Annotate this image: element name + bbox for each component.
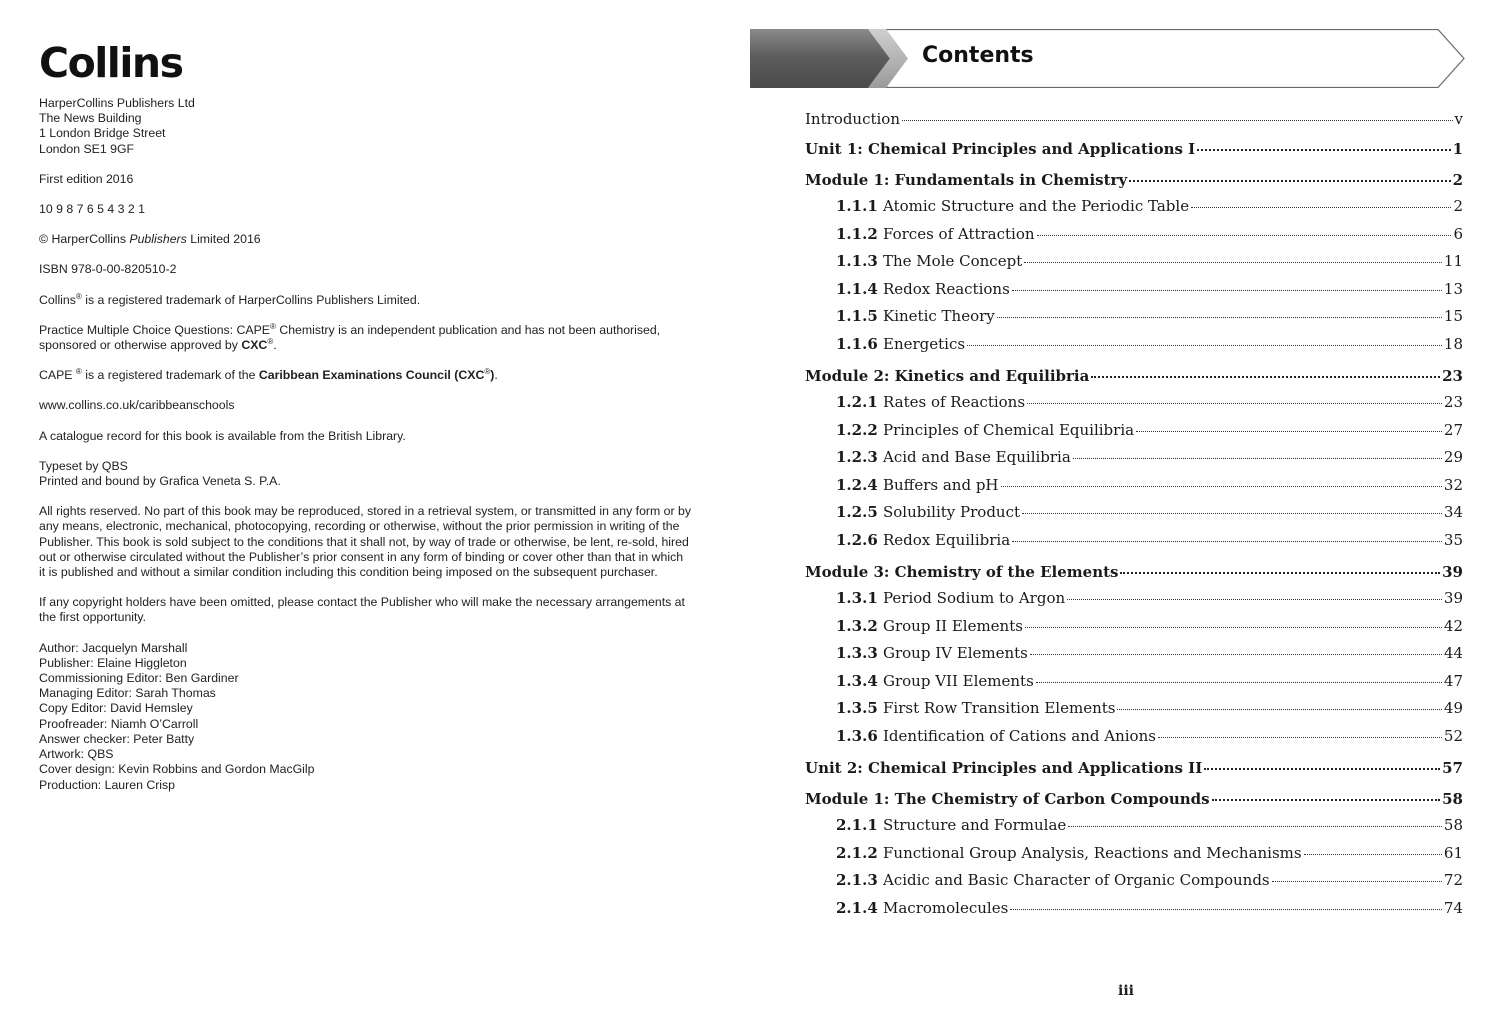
toc-section-entry bbox=[805, 421, 1463, 449]
trademark-bold: Caribbean Examinations Council (CXC bbox=[258, 368, 485, 383]
notice-text: Practice Multiple Choice Questions: CAPE bbox=[39, 322, 271, 337]
toc-dot-leader bbox=[1091, 376, 1440, 378]
toc-page-number: 13 bbox=[1443, 279, 1463, 298]
toc-entry-label: Unit 2: Chemical Principles and Applications II bbox=[805, 759, 1203, 777]
copyright-text: © HarperCollins bbox=[39, 232, 130, 247]
toc-entry-label: Kinetic Theory bbox=[883, 307, 995, 325]
cxc-notice bbox=[39, 323, 699, 353]
toc-dot-leader bbox=[997, 317, 1442, 318]
toc-page-number: 47 bbox=[1443, 671, 1463, 690]
typeset-line: Typeset by QBS bbox=[39, 458, 128, 473]
contents-title: Contents bbox=[922, 43, 1034, 68]
toc-section-entry bbox=[805, 307, 1463, 335]
credit-line: Commissioning Editor: Ben Gardiner bbox=[39, 671, 239, 686]
toc-entry-label: First Row Transition Elements bbox=[883, 699, 1116, 717]
toc-section-number: 1.3.1 bbox=[836, 589, 878, 607]
toc-dot-leader bbox=[1204, 768, 1440, 770]
credit-line: Managing Editor: Sarah Thomas bbox=[39, 686, 216, 701]
credit-line: Copy Editor: David Hemsley bbox=[39, 701, 193, 716]
publisher-address bbox=[39, 96, 699, 157]
toc-dot-leader bbox=[1272, 881, 1442, 882]
trademark-text: CAPE bbox=[39, 368, 76, 383]
toc-section-number: 2.1.2 bbox=[836, 843, 878, 862]
toc-section-entry bbox=[805, 816, 1463, 844]
toc-section-entry bbox=[805, 531, 1463, 559]
credit-line: Proofreader: Niamh O’Carroll bbox=[39, 716, 199, 731]
credit-line: Cover design: Kevin Robbins and Gordon MacGilp bbox=[39, 762, 315, 777]
toc-heading-entry bbox=[805, 362, 1463, 393]
toc-section-number: 1.1.6 bbox=[836, 334, 878, 353]
copyright-italic: Publishers bbox=[129, 232, 187, 247]
notice-text: . bbox=[273, 338, 277, 353]
collins-logo: Collins bbox=[39, 39, 183, 87]
registered-mark: ® bbox=[267, 337, 274, 347]
toc-dot-leader bbox=[1136, 431, 1442, 432]
copyright-text: Limited 2016 bbox=[186, 232, 261, 247]
toc-entry-label: Structure and Formulae bbox=[883, 816, 1067, 834]
toc-entry-label: Principles of Chemical Equilibria bbox=[883, 420, 1135, 439]
toc-dot-leader bbox=[1212, 799, 1441, 801]
copyright-holders-paragraph: If any copyright holders have been omitted, please contact the Publisher who will make the necessary arrangements at the first opportunity. bbox=[39, 595, 685, 625]
toc-section-entry bbox=[805, 844, 1463, 872]
toc-page-number: 1 bbox=[1452, 140, 1463, 158]
toc-dot-leader bbox=[1068, 826, 1442, 827]
toc-dot-leader bbox=[1012, 541, 1442, 542]
toc-dot-leader bbox=[1158, 737, 1442, 738]
toc-dot-leader bbox=[1030, 654, 1442, 655]
credit-line: Artwork: QBS bbox=[39, 747, 114, 762]
toc-page-number: 2 bbox=[1453, 197, 1463, 215]
toc-page-number: 61 bbox=[1443, 843, 1463, 862]
toc-dot-leader bbox=[1001, 486, 1442, 487]
toc-page-number: 23 bbox=[1442, 367, 1463, 385]
toc-dot-leader bbox=[1067, 599, 1442, 600]
toc-section-number: 1.3.4 bbox=[836, 671, 878, 690]
toc-entry-label: Redox Equilibria bbox=[883, 530, 1011, 549]
toc-entry-label: Acid and Base Equilibria bbox=[883, 448, 1071, 466]
toc-page-number: 58 bbox=[1442, 790, 1463, 808]
toc-entry-label: Introduction bbox=[805, 110, 900, 128]
collins-trademark bbox=[39, 293, 699, 308]
toc-dot-leader bbox=[1073, 458, 1442, 459]
toc-section-entry bbox=[805, 503, 1463, 531]
toc-section-entry bbox=[805, 280, 1463, 308]
toc-entry-label: Group VII Elements bbox=[883, 671, 1034, 690]
address-line: 1 London Bridge Street bbox=[39, 126, 166, 141]
toc-entry-label: Group II Elements bbox=[883, 616, 1023, 635]
cape-trademark bbox=[39, 368, 699, 383]
toc-dot-leader bbox=[1024, 262, 1442, 263]
toc-page-number: 39 bbox=[1442, 563, 1463, 581]
credit-line: Author: Jacquelyn Marshall bbox=[39, 640, 188, 655]
toc-heading-entry bbox=[805, 754, 1463, 785]
toc-page-number: 74 bbox=[1443, 898, 1463, 917]
toc-dot-leader bbox=[1304, 854, 1442, 855]
toc-dot-leader bbox=[1191, 207, 1451, 208]
trademark-text: is a registered trademark of the bbox=[81, 368, 259, 383]
toc-page-number: 39 bbox=[1443, 589, 1463, 607]
toc-entry-label: Unit 1: Chemical Principles and Applications I bbox=[805, 140, 1196, 158]
toc-section-entry bbox=[805, 871, 1463, 899]
credit-line: Answer checker: Peter Batty bbox=[39, 731, 195, 746]
toc-page-number: 42 bbox=[1443, 616, 1463, 635]
address-line: London SE1 9GF bbox=[39, 141, 135, 156]
toc-section-entry bbox=[805, 727, 1463, 755]
toc-dot-leader bbox=[1025, 627, 1442, 628]
printer-line: Printed and bound by Grafica Veneta S. P.A. bbox=[39, 474, 281, 489]
toc-section-number: 1.2.5 bbox=[836, 503, 878, 521]
isbn-line: ISBN 978-0-00-820510-2 bbox=[39, 262, 177, 277]
table-of-contents bbox=[805, 107, 1463, 926]
rights-paragraph: All rights reserved. No part of this book may be reproduced, stored in a retrieval system, or transmitted in any form or by any means, electronic, mechanical, photocopying, recording or otherwise, without the prior permission in writing of the Publisher. This book is sold subject to the conditions that it shall not, by way of trade or otherwise, be lent, re-sold, hired out or otherwise circulated without the Publisher’s prior consent in any form of binding or cover other than that in which it is published and without a similar condition including this condition being imposed on the subsequent purchaser. bbox=[39, 504, 692, 580]
toc-page-number: 34 bbox=[1443, 503, 1463, 521]
toc-page-number: 44 bbox=[1443, 644, 1463, 662]
edition-line: First edition 2016 bbox=[39, 171, 134, 186]
toc-section-entry bbox=[805, 252, 1463, 280]
toc-section-number: 1.2.1 bbox=[836, 393, 878, 411]
toc-section-entry bbox=[805, 197, 1463, 225]
toc-page-number: 29 bbox=[1443, 448, 1463, 466]
toc-page-number: 57 bbox=[1442, 759, 1463, 777]
toc-entry-label: Solubility Product bbox=[883, 503, 1021, 521]
contents-banner bbox=[750, 29, 1466, 88]
toc-section-entry bbox=[805, 672, 1463, 700]
toc-page-number: 27 bbox=[1443, 420, 1463, 439]
toc-dot-leader bbox=[1197, 149, 1450, 151]
imprint-page bbox=[39, 38, 699, 808]
toc-dot-leader bbox=[1010, 909, 1442, 910]
website-line: www.collins.co.uk/caribbeanschools bbox=[39, 398, 235, 413]
credit-line: Production: Lauren Crisp bbox=[39, 777, 176, 792]
toc-intro-entry bbox=[805, 107, 1463, 135]
toc-heading-entry bbox=[805, 558, 1463, 589]
typeset-block bbox=[39, 459, 699, 489]
trademark-bold: ) bbox=[490, 368, 495, 383]
toc-section-entry bbox=[805, 335, 1463, 363]
toc-page-number: 11 bbox=[1443, 252, 1463, 270]
toc-entry-label: Module 3: Chemistry of the Elements bbox=[805, 563, 1119, 581]
toc-section-number: 1.3.5 bbox=[836, 699, 878, 717]
credit-line: Publisher: Elaine Higgleton bbox=[39, 655, 187, 670]
toc-entry-label: Forces of Attraction bbox=[883, 224, 1035, 243]
toc-page-number: 35 bbox=[1443, 530, 1463, 549]
page-number: iii bbox=[1118, 983, 1134, 999]
toc-section-entry bbox=[805, 225, 1463, 253]
copyright-line bbox=[39, 232, 699, 247]
toc-entry-label: Identification of Cations and Anions bbox=[883, 726, 1156, 745]
toc-page-number: 49 bbox=[1443, 699, 1463, 717]
registered-mark: ® bbox=[484, 367, 491, 377]
toc-dot-leader bbox=[1036, 682, 1442, 683]
toc-entry-label: Energetics bbox=[883, 334, 966, 353]
registered-mark: ® bbox=[75, 367, 82, 377]
toc-page-number: v bbox=[1454, 110, 1463, 128]
toc-section-entry bbox=[805, 589, 1463, 617]
toc-section-number: 1.2.4 bbox=[836, 475, 878, 494]
toc-entry-label: The Mole Concept bbox=[883, 252, 1023, 270]
toc-section-entry bbox=[805, 448, 1463, 476]
toc-section-number: 1.2.6 bbox=[836, 530, 878, 549]
toc-dot-leader bbox=[1022, 513, 1442, 514]
toc-section-entry bbox=[805, 699, 1463, 727]
toc-dot-leader bbox=[967, 345, 1442, 346]
toc-section-entry bbox=[805, 899, 1463, 927]
toc-entry-label: Module 1: Fundamentals in Chemistry bbox=[805, 171, 1128, 189]
toc-page-number: 15 bbox=[1443, 307, 1463, 325]
toc-section-number: 2.1.1 bbox=[836, 816, 878, 834]
toc-entry-label: Group IV Elements bbox=[883, 644, 1028, 662]
trademark-text: Collins bbox=[39, 292, 76, 307]
toc-section-number: 1.3.2 bbox=[836, 616, 878, 635]
toc-dot-leader bbox=[1117, 709, 1441, 710]
registered-mark: ® bbox=[270, 321, 276, 331]
toc-dot-leader bbox=[902, 120, 1453, 121]
toc-entry-label: Functional Group Analysis, Reactions and Mechanisms bbox=[883, 843, 1302, 862]
toc-page-number: 2 bbox=[1452, 171, 1463, 189]
catalogue-line: A catalogue record for this book is available from the British Library. bbox=[39, 428, 406, 443]
print-line: 10 9 8 7 6 5 4 3 2 1 bbox=[39, 202, 145, 217]
toc-section-entry bbox=[805, 644, 1463, 672]
toc-entry-label: Rates of Reactions bbox=[883, 393, 1026, 411]
toc-dot-leader bbox=[1129, 180, 1450, 182]
toc-entry-label: Module 1: The Chemistry of Carbon Compounds bbox=[805, 790, 1210, 808]
toc-heading-entry bbox=[805, 166, 1463, 197]
toc-entry-label: Atomic Structure and the Periodic Table bbox=[883, 197, 1190, 215]
toc-section-number: 1.2.2 bbox=[836, 420, 878, 439]
toc-section-number: 1.1.5 bbox=[836, 307, 878, 325]
toc-section-number: 1.3.6 bbox=[836, 726, 878, 745]
toc-heading-entry bbox=[805, 135, 1463, 166]
toc-section-number: 2.1.4 bbox=[836, 898, 878, 917]
toc-entry-label: Acidic and Basic Character of Organic Compounds bbox=[883, 871, 1270, 889]
toc-section-number: 1.1.4 bbox=[836, 279, 878, 298]
credits-block bbox=[39, 641, 699, 793]
toc-entry-label: Buffers and pH bbox=[883, 475, 999, 494]
toc-page-number: 72 bbox=[1443, 871, 1463, 889]
banner-arrow-shape bbox=[750, 29, 1466, 88]
toc-page-number: 58 bbox=[1443, 816, 1463, 834]
toc-page-number: 6 bbox=[1453, 224, 1463, 243]
toc-section-entry bbox=[805, 476, 1463, 504]
trademark-text: . bbox=[494, 368, 498, 383]
toc-entry-label: Redox Reactions bbox=[883, 279, 1010, 298]
toc-section-number: 1.1.3 bbox=[836, 252, 878, 270]
toc-section-number: 1.1.2 bbox=[836, 224, 878, 243]
notice-text: Chemistry is an independent publication and has not been authorised, sponsored or otherwise approved by bbox=[39, 322, 661, 353]
notice-bold: CXC bbox=[241, 338, 268, 353]
toc-section-number: 1.2.3 bbox=[836, 448, 878, 466]
toc-page-number: 23 bbox=[1443, 393, 1463, 411]
toc-dot-leader bbox=[1037, 235, 1452, 236]
toc-entry-label: Module 2: Kinetics and Equilibria bbox=[805, 367, 1090, 385]
toc-page-number: 52 bbox=[1443, 726, 1463, 745]
toc-entry-label: Period Sodium to Argon bbox=[883, 589, 1066, 607]
toc-entry-label: Macromolecules bbox=[883, 898, 1009, 917]
toc-dot-leader bbox=[1012, 290, 1442, 291]
toc-section-number: 2.1.3 bbox=[836, 871, 878, 889]
toc-dot-leader bbox=[1120, 572, 1440, 574]
toc-section-entry bbox=[805, 617, 1463, 645]
toc-section-number: 1.1.1 bbox=[836, 197, 878, 215]
toc-section-number: 1.3.3 bbox=[836, 644, 878, 662]
toc-page-number: 18 bbox=[1443, 334, 1463, 353]
registered-mark: ® bbox=[75, 291, 82, 301]
address-line: The News Building bbox=[39, 111, 142, 126]
address-line: HarperCollins Publishers Ltd bbox=[39, 96, 195, 110]
trademark-text: is a registered trademark of HarperCollins Publishers Limited. bbox=[81, 292, 421, 307]
toc-section-entry bbox=[805, 393, 1463, 421]
toc-dot-leader bbox=[1027, 403, 1442, 404]
toc-heading-entry bbox=[805, 785, 1463, 816]
toc-page-number: 32 bbox=[1443, 475, 1463, 494]
